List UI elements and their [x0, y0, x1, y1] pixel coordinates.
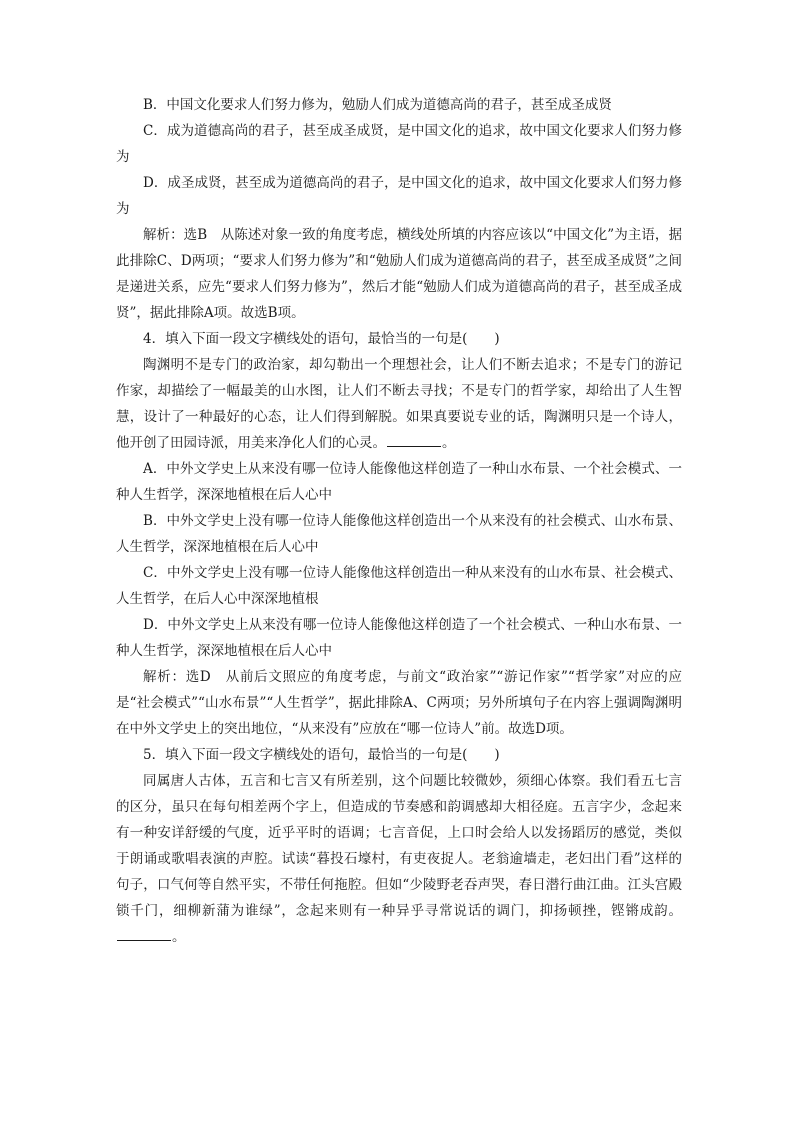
q4-stem: 4．填入下面一段文字横线处的语句，最恰当的一句是( ) [143, 331, 500, 347]
q5-passage-end: 。 [172, 929, 186, 945]
document-content [116, 92, 682, 950]
q4-passage [116, 352, 682, 456]
q4-option-b: B．中外文学史上没有哪一位诗人能像他这样创造出一个从来没有的社会模式、山水布景、人生哲学，深深地植根在后人心中 [116, 513, 682, 555]
q4-answer-blank [387, 432, 441, 447]
q4-passage-end: 。 [442, 435, 456, 451]
q5-passage-text: 同属唐人古体，五言和七言又有所差别，这个问题比较微妙，须细心体察。我们看五七言的区分，虽只在每句相差两个字上，但造成的节奏感和韵调感却大相径庭。五言字少，念起来有一种安详舒缓的气度，近乎平时的语调；七言音促，上口时会给人以发扬蹈厉的感觉，类似于朗诵或歌唱表演的声腔。试读“暮投石壕村，有吏夜捉人。老翁逾墙走，老妇出门看”这样的句子，口气何等自然平实，不带任何拖腔。但如“少陵野老吞声哭，春日潜行曲江曲。江头宫殿锁千门，细柳新蒲为谁绿”，念起来则有一种异乎寻常说话的调门，抑扬顿挫，铿锵成韵。 [116, 773, 682, 919]
q4-option-c: C．中外文学史上没有哪一位诗人能像他这样创造出一种从来没有的山水布景、社会模式、人生哲学，在后人心中深深地植根 [116, 565, 682, 607]
q4-option-d: D．中外文学史上从来没有哪一位诗人能像他这样创造了一个社会模式、一种山水布景、一种人生哲学，深深地植根在后人心中 [116, 617, 682, 659]
q5-answer-blank [117, 926, 171, 941]
q3-option-d: D．成圣成贤，甚至成为道德高尚的君子，是中国文化的追求，故中国文化要求人们努力修为 [116, 175, 682, 217]
q5-passage [116, 768, 682, 950]
q3-analysis: 解析：选B 从陈述对象一致的角度考虑，横线处所填的内容应该以“中国文化”为主语，据此排除C、D两项；“要求人们努力修为”和“勉励人们成为道德高尚的君子，甚至成圣成贤”之间是递进关系，应先“要求人们努力修为”，然后才能“勉励人们成为道德高尚的君子，甚至成圣成贤”，据此排除A项。故选B项。 [116, 227, 682, 321]
q4-analysis: 解析：选D 从前后文照应的角度考虑，与前文“政治家”“游记作家”“哲学家”对应的应是“社会模式”“山水布景”“人生哲学”，据此排除A、C两项；另外所填句子在内容上强调陶渊明在中外文学史上的突出地位，“从来没有”应放在“哪一位诗人”前。故选D项。 [116, 669, 682, 737]
q3-option-b: B．中国文化要求人们努力修为，勉励人们成为道德高尚的君子，甚至成圣成贤 [143, 97, 612, 113]
q4-option-a: A．中外文学史上从来没有哪一位诗人能像他这样创造了一种山水布景、一个社会模式、一种人生哲学，深深地植根在后人心中 [116, 461, 682, 503]
q4-passage-text: 陶渊明不是专门的政治家，却勾勒出一个理想社会，让人们不断去追求；不是专门的游记作家，却描绘了一幅最美的山水图，让人们不断去寻找；不是专门的哲学家，却给出了人生智慧，设计了一种最好的心态，让人们得到解脱。如果真要说专业的话，陶渊明只是一个诗人，他开创了田园诗派，用美来净化人们的心灵。 [116, 357, 682, 451]
q3-option-c: C．成为道德高尚的君子，甚至成圣成贤，是中国文化的追求，故中国文化要求人们努力修为 [116, 123, 682, 165]
q5-stem: 5．填入下面一段文字横线处的语句，最恰当的一句是( ) [143, 747, 500, 763]
